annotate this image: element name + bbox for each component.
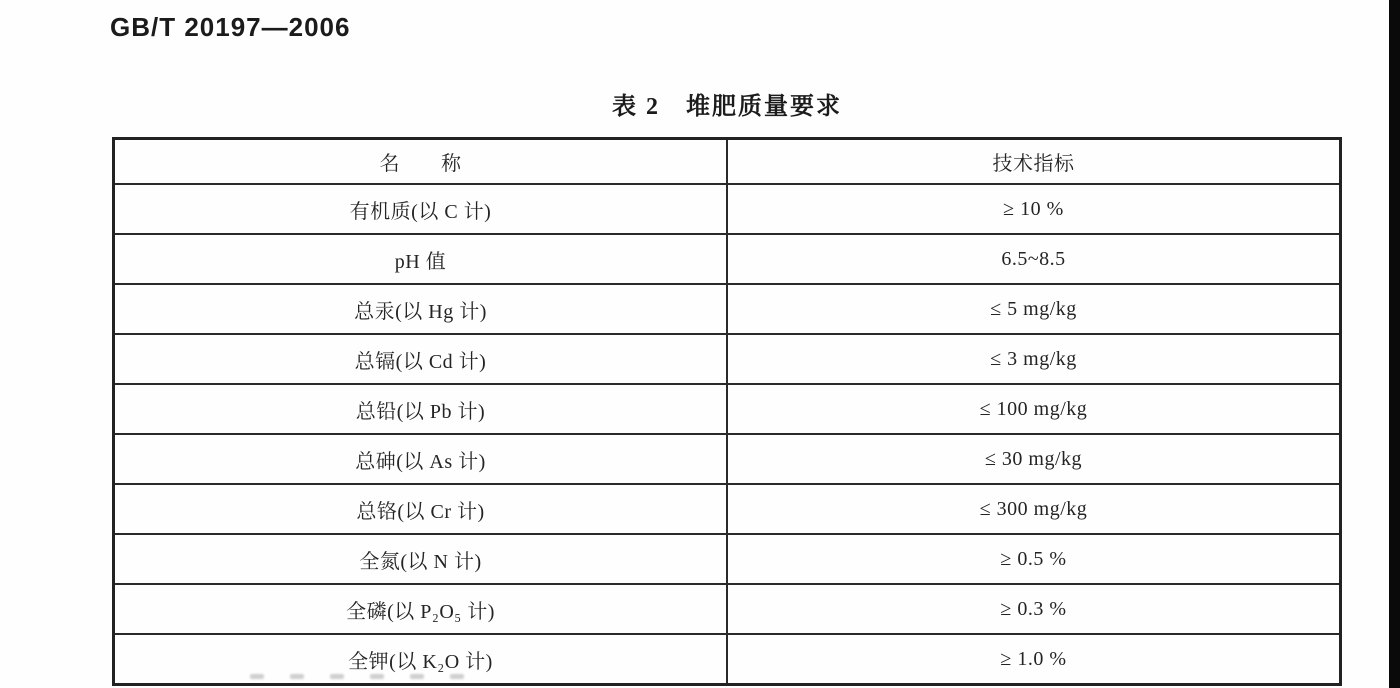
table-row bbox=[114, 284, 1341, 334]
value-cell: ≥ 0.5 % bbox=[727, 534, 1341, 584]
name-cell: 总铬(以 Cr 计) bbox=[114, 484, 728, 534]
table-title: 表 2 堆肥质量要求 bbox=[612, 94, 842, 120]
scan-edge-strip bbox=[1389, 0, 1400, 688]
value-cell: ≤ 30 mg/kg bbox=[727, 434, 1341, 484]
name-cell: 总铅(以 Pb 计) bbox=[114, 384, 728, 434]
name-cell: 总汞(以 Hg 计) bbox=[114, 284, 728, 334]
header-indicator-cell: 技术指标 bbox=[727, 139, 1341, 185]
table-row bbox=[114, 434, 1341, 484]
value-cell: ≤ 100 mg/kg bbox=[727, 384, 1341, 434]
table-row bbox=[114, 484, 1341, 534]
name-cell: 全氮(以 N 计) bbox=[114, 534, 728, 584]
value-cell: ≥ 1.0 % bbox=[727, 634, 1341, 685]
value-cell: 6.5~8.5 bbox=[727, 234, 1341, 284]
table-row bbox=[114, 334, 1341, 384]
faint-scan-artifact bbox=[250, 674, 650, 682]
value-cell: ≥ 10 % bbox=[727, 184, 1341, 234]
name-cell: 全钾(以 K₂O 计) bbox=[114, 634, 728, 685]
name-cell: pH 值 bbox=[114, 234, 728, 284]
compost-quality-table bbox=[112, 137, 1342, 686]
value-cell: ≤ 5 mg/kg bbox=[727, 284, 1341, 334]
standard-number: GB/T 20197—2006 bbox=[110, 12, 351, 42]
table-row bbox=[114, 234, 1341, 284]
table-header-row bbox=[114, 139, 1341, 185]
table-row bbox=[114, 584, 1341, 634]
header-name-cell: 名 称 bbox=[114, 139, 728, 185]
value-cell: ≥ 0.3 % bbox=[727, 584, 1341, 634]
value-cell: ≤ 3 mg/kg bbox=[727, 334, 1341, 384]
name-cell: 总砷(以 As 计) bbox=[114, 434, 728, 484]
table-row bbox=[114, 534, 1341, 584]
table-row bbox=[114, 384, 1341, 434]
name-cell: 有机质(以 C 计) bbox=[114, 184, 728, 234]
table-row bbox=[114, 184, 1341, 234]
name-cell: 全磷(以 P₂O₅ 计) bbox=[114, 584, 728, 634]
name-cell: 总镉(以 Cd 计) bbox=[114, 334, 728, 384]
value-cell: ≤ 300 mg/kg bbox=[727, 484, 1341, 534]
